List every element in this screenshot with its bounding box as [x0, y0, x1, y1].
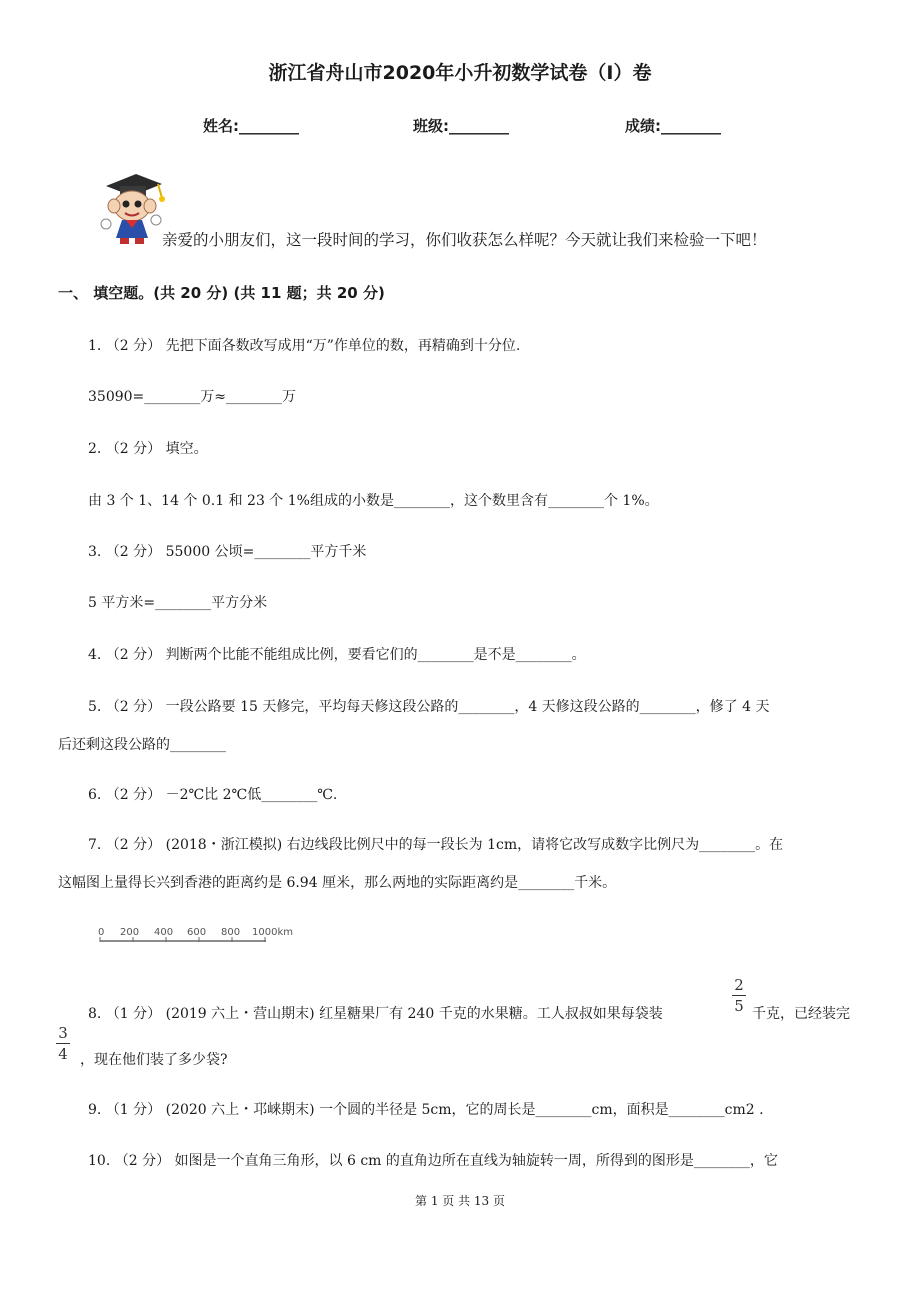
question-10: 10. （2 分） 如图是一个直角三角形，以 6 cm 的直角边所在直线为轴旋转一周，所得到的图形是________，它 — [88, 1153, 778, 1169]
fraction-denominator: 4 — [58, 1045, 68, 1063]
question-9: 9. （1 分） (2020 六上・邛崃期末) 一个圆的半径是 5cm，它的周长是________cm，面积是________cm2 . — [88, 1102, 764, 1118]
fraction-numerator: 2 — [734, 976, 744, 994]
scale-tick-label: 0 — [98, 927, 105, 938]
name-field: 姓名:________ — [203, 117, 299, 135]
question-7: 7. （2 分） (2018・浙江模拟) 右边线段比例尺中的每一段长为 1cm，请将它改写成数字比例尺为________。在 — [88, 837, 784, 853]
scale-tick-label: 1000km — [252, 927, 293, 938]
class-field: 班级:________ — [413, 117, 509, 135]
page-footer: 第 1 页 共 13 页 — [415, 1194, 505, 1208]
question-7-line2: 这幅图上量得长兴到香港的距离约是 6.94 厘米，那么两地的实际距离约是________千米。 — [58, 875, 617, 891]
question-6: 6. （2 分） －2℃比 2℃低________℃. — [88, 787, 338, 803]
section-title: 一、 填空题。(共 20 分) (共 11 题；共 20 分) — [58, 284, 385, 302]
question-8-line2: ，现在他们装了多少袋? — [80, 1052, 228, 1068]
greeting-text: 亲爱的小朋友们，这一段时间的学习，你们收获怎么样呢？今天就让我们来检验一下吧！ — [162, 231, 767, 249]
question-3: 3. （2 分） 55000 公顷=________平方千米 — [88, 544, 367, 560]
score-field: 成绩:________ — [625, 117, 721, 135]
mascot-icon — [92, 168, 170, 246]
line-scale-image — [94, 922, 314, 948]
question-1: 1. （2 分） 先把下面各数改写成用“万”作单位的数，再精确到十分位. — [88, 338, 521, 354]
fraction-numerator: 3 — [58, 1024, 68, 1042]
fraction-denominator: 5 — [734, 997, 744, 1015]
question-8-tail: 千克，已经装完 — [752, 1006, 850, 1022]
scale-tick-label: 200 — [120, 927, 140, 938]
page-title: 浙江省舟山市2020年小升初数学试卷（I）卷 — [268, 62, 652, 84]
question-1-answer-line: 35090=________万≈________万 — [88, 389, 296, 405]
question-4: 4. （2 分） 判断两个比能不能组成比例，要看它们的________是不是________。 — [88, 647, 586, 663]
fraction-three-quarters — [56, 1024, 70, 1063]
question-5: 5. （2 分） 一段公路要 15 天修完，平均每天修这段公路的________，4 天修这段公路的________，修了 4 天 — [88, 699, 770, 715]
question-2: 2. （2 分） 填空。 — [88, 441, 208, 457]
scale-tick-label: 800 — [221, 927, 241, 938]
scale-tick-label: 400 — [154, 927, 174, 938]
question-8: 8. （1 分） (2019 六上・营山期末) 红星糖果厂有 240 千克的水果糖。工人叔叔如果每袋装 — [88, 1006, 663, 1022]
question-3-line2: 5 平方米=________平方分米 — [88, 595, 268, 611]
question-5-line2: 后还剩这段公路的________ — [58, 737, 226, 753]
scale-tick-label: 600 — [187, 927, 207, 938]
question-2-body: 由 3 个 1、14 个 0.1 和 23 个 1%组成的小数是________，这个数里含有________个 1%。 — [88, 493, 659, 509]
fraction-two-fifths — [732, 976, 746, 1015]
